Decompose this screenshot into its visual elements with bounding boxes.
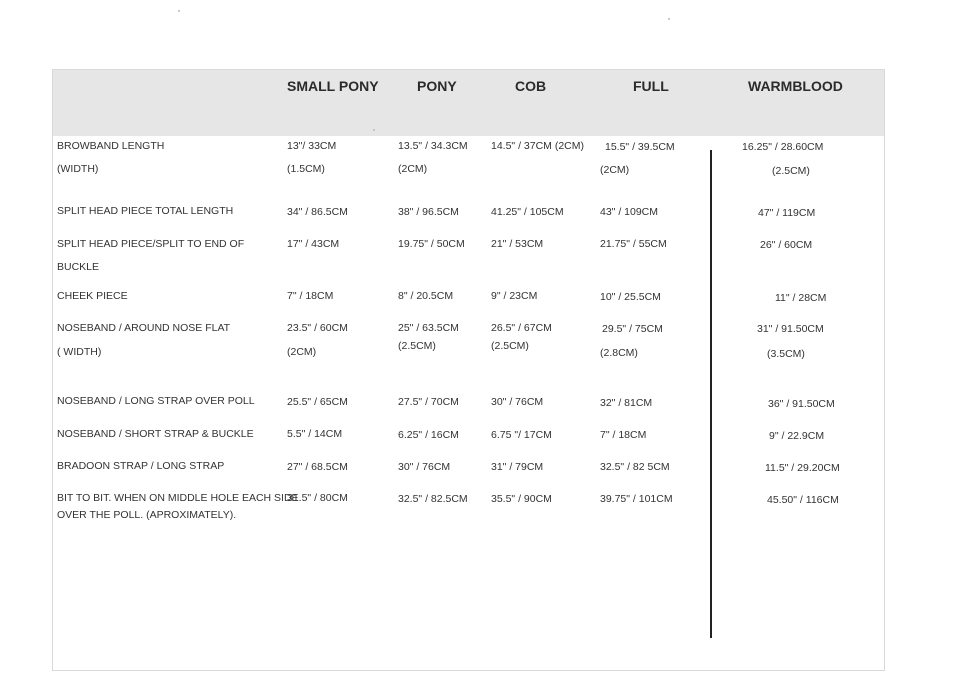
cell-warmblood: 45.50" / 116CM <box>767 494 839 506</box>
cell-full: 29.5" / 75CM <box>602 323 663 335</box>
cell-pony: 6.25" / 16CM <box>398 429 459 441</box>
cell-full-width: (2.8CM) <box>600 347 638 359</box>
header-cob: COB <box>515 78 547 94</box>
cell-pony: 8" / 20.5CM <box>398 290 454 302</box>
row-label: NOSEBAND / AROUND NOSE FLAT <box>57 322 231 334</box>
row-label: NOSEBAND / LONG STRAP OVER POLL <box>57 395 255 407</box>
header-full: FULL <box>633 78 669 94</box>
cell-cob-width: (2.5CM) <box>491 340 529 352</box>
row-sub-label: (WIDTH) <box>57 163 99 175</box>
cell-cob: 6.75 "/ 17CM <box>491 429 552 441</box>
cell-full: 10" / 25.5CM <box>600 291 661 303</box>
cell-warmblood: 16.25" / 28.60CM <box>742 141 824 153</box>
cell-full: 21.75" / 55CM <box>600 238 667 250</box>
cell-cob: 26.5" / 67CM <box>491 322 552 334</box>
row-label: BIT TO BIT. WHEN ON MIDDLE HOLE EACH SIDE <box>57 492 299 504</box>
cell-pony: 38" / 96.5CM <box>398 206 459 218</box>
cell-warmblood: 11.5" / 29.20CM <box>765 462 840 474</box>
row-sub-label: OVER THE POLL. (APROXIMATELY). <box>57 509 237 521</box>
cell-small-pony: 5.5" / 14CM <box>287 428 343 440</box>
cell-warmblood-width: (2.5CM) <box>772 165 810 177</box>
cell-full: 43" / 109CM <box>600 206 659 218</box>
cell-small-pony: 31.5" / 80CM <box>287 492 348 504</box>
cell-cob: 31" / 79CM <box>491 461 544 473</box>
cell-cob: 9" / 23CM <box>491 290 538 302</box>
row-label: BROWBAND LENGTH <box>57 140 165 152</box>
cell-warmblood: 11" / 28CM <box>775 292 827 304</box>
cell-full: 15.5" / 39.5CM <box>605 141 675 153</box>
cell-pony: 25" / 63.5CM <box>398 322 459 334</box>
cell-pony-width: (2.5CM) <box>398 340 436 352</box>
cell-cob: 14.5" / 37CM (2CM) <box>491 140 585 152</box>
cell-warmblood: 47" / 119CM <box>758 207 816 219</box>
scan-speck <box>668 18 670 20</box>
cell-small-pony-width: (1.5CM) <box>287 163 325 175</box>
cell-pony: 27.5" / 70CM <box>398 396 459 408</box>
cell-small-pony: 17" / 43CM <box>287 238 340 250</box>
cell-cob: 41.25" / 105CM <box>491 206 564 218</box>
cell-pony: 30" / 76CM <box>398 461 451 473</box>
cell-small-pony: 25.5" / 65CM <box>287 396 348 408</box>
row-label: CHEEK PIECE <box>57 290 128 302</box>
cell-full: 32.5" / 82 5CM <box>600 461 670 473</box>
row-sub-label: BUCKLE <box>57 261 100 273</box>
scan-speck <box>373 129 375 131</box>
cell-cob: 35.5" / 90CM <box>491 493 552 505</box>
cell-pony: 32.5" / 82.5CM <box>398 493 468 505</box>
cell-warmblood: 9" / 22.9CM <box>769 430 825 442</box>
scan-speck <box>178 10 180 12</box>
cell-small-pony: 23.5" / 60CM <box>287 322 348 334</box>
cell-pony: 19.75" / 50CM <box>398 238 465 250</box>
row-label: BRADOON STRAP / LONG STRAP <box>57 460 225 472</box>
row-label: SPLIT HEAD PIECE/SPLIT TO END OF <box>57 238 245 250</box>
cell-warmblood-width: (3.5CM) <box>767 348 805 360</box>
row-label: NOSEBAND / SHORT STRAP & BUCKLE <box>57 428 254 440</box>
cell-small-pony: 34" / 86.5CM <box>287 206 348 218</box>
cell-warmblood: 36" / 91.50CM <box>768 398 835 410</box>
header-small-pony: SMALL PONY <box>287 78 379 94</box>
cell-full: 39.75" / 101CM <box>600 493 673 505</box>
cell-cob: 21" / 53CM <box>491 238 544 250</box>
cell-small-pony: 13"/ 33CM <box>287 140 337 152</box>
row-label: SPLIT HEAD PIECE TOTAL LENGTH <box>57 205 234 217</box>
size-chart-sheet <box>52 69 885 671</box>
cell-pony-width: (2CM) <box>398 163 428 175</box>
cell-full-width: (2CM) <box>600 164 630 176</box>
cell-cob: 30" / 76CM <box>491 396 544 408</box>
header-band <box>53 70 884 136</box>
cell-small-pony: 27" / 68.5CM <box>287 461 348 473</box>
cell-warmblood: 31" / 91.50CM <box>757 323 824 335</box>
cell-pony: 13.5" / 34.3CM <box>398 140 468 152</box>
cell-small-pony-width: (2CM) <box>287 346 317 358</box>
cell-warmblood: 26" / 60CM <box>760 239 813 251</box>
column-divider <box>710 150 712 638</box>
cell-full: 32" / 81CM <box>600 397 653 409</box>
row-sub-label: ( WIDTH) <box>57 346 102 358</box>
cell-small-pony: 7" / 18CM <box>287 290 334 302</box>
cell-full: 7" / 18CM <box>600 429 647 441</box>
header-warmblood: WARMBLOOD <box>748 78 843 94</box>
header-pony: PONY <box>417 78 457 94</box>
